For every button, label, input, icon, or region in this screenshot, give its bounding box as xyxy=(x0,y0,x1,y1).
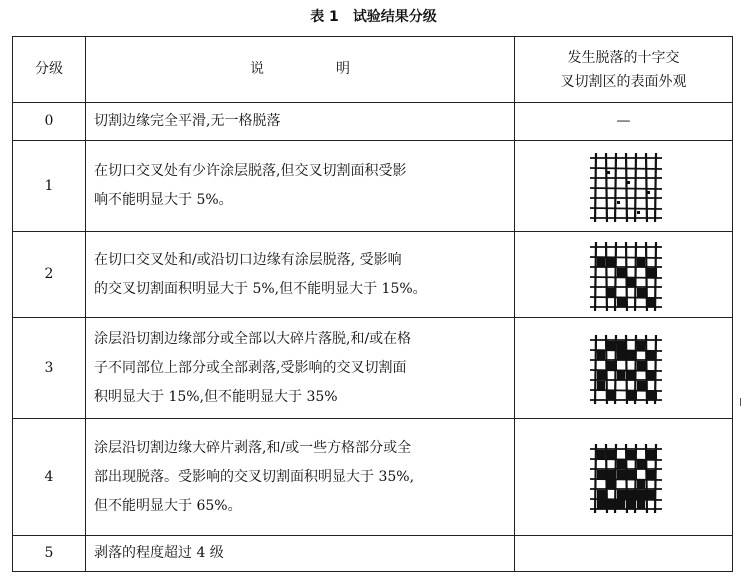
header-appearance-line1: 发生脱落的十字交 xyxy=(567,49,680,66)
flaked-area xyxy=(627,500,635,509)
header-appearance xyxy=(515,37,733,103)
flaked-area xyxy=(607,341,616,350)
flaked-area xyxy=(617,470,626,479)
results-table xyxy=(12,36,733,572)
flaked-area xyxy=(627,351,635,360)
flaked-area xyxy=(607,171,610,174)
grade-cell: 0 xyxy=(13,103,86,141)
cut-line-vertical xyxy=(635,444,636,513)
crosscut-grid-2-image xyxy=(586,239,662,311)
cut-line-vertical xyxy=(626,444,627,513)
cut-line-horizontal xyxy=(590,499,662,500)
flaked-area xyxy=(617,371,625,380)
description-cell xyxy=(86,232,515,318)
description-line: 切割边缘完全平滑,无一格脱落 xyxy=(94,113,281,129)
description-line: 在切口交叉处有少许涂层脱落,但交叉切割面积受影 xyxy=(94,163,407,179)
flaked-area xyxy=(597,258,605,267)
crosscut-grid-3-image xyxy=(586,332,662,404)
cut-line-vertical xyxy=(646,444,647,513)
header-desc-char-1: 说 xyxy=(250,61,264,77)
cut-line-horizontal xyxy=(590,479,662,480)
flaked-area xyxy=(597,450,605,459)
appearance-cell xyxy=(515,318,733,419)
table-row xyxy=(13,141,733,232)
flaked-area xyxy=(607,470,615,479)
cut-line-vertical xyxy=(635,242,636,311)
appearance-cell xyxy=(515,103,733,141)
cut-line-vertical xyxy=(655,242,656,311)
cut-line-horizontal xyxy=(590,297,662,298)
flaked-area xyxy=(597,500,606,509)
cut-line-horizontal xyxy=(590,277,662,278)
flaked-area xyxy=(617,201,620,204)
cut-line-vertical xyxy=(655,444,656,513)
grade-cell: 5 xyxy=(13,536,86,572)
flaked-area xyxy=(637,490,646,499)
appearance-cell xyxy=(515,419,733,536)
cut-line-horizontal xyxy=(590,370,662,371)
cut-line-horizontal xyxy=(590,188,662,189)
cut-line-vertical xyxy=(635,335,636,404)
cut-line-vertical xyxy=(626,242,627,311)
cut-line-vertical xyxy=(646,153,647,222)
description-line: 涂层沿切割边缘部分或全部以大碎片落脱,和/或在格 xyxy=(94,330,412,347)
table-caption xyxy=(0,6,747,26)
flaked-area xyxy=(597,371,606,380)
description-line: 剥落的程度超过 4 级 xyxy=(94,545,224,561)
header-appearance-line2: 叉切割区的表面外观 xyxy=(560,73,687,90)
grade-cell: 2 xyxy=(13,232,86,318)
dash-symbol: — xyxy=(616,113,631,129)
description-line: 子不同部位上部分或全部剥落,受影响的交叉切割面 xyxy=(94,359,407,376)
header-grade: 分级 xyxy=(13,37,86,103)
description-line: 的交叉切割面积明显大于 5%,但不能明显大于 15%。 xyxy=(94,280,427,297)
cut-line-horizontal xyxy=(590,208,662,209)
flaked-area xyxy=(637,460,646,469)
table-row xyxy=(13,536,733,572)
flaked-area xyxy=(637,500,645,509)
description-line: 积明显大于 15%,但不能明显大于 35% xyxy=(94,388,338,405)
table-row xyxy=(13,232,733,318)
appearance-cell xyxy=(515,536,733,572)
description-cell xyxy=(86,536,515,572)
description-line: 响不能明显大于 5%。 xyxy=(94,192,233,208)
flaked-area xyxy=(637,288,646,297)
flaked-area xyxy=(647,351,655,360)
description-cell xyxy=(86,103,515,141)
cut-line-vertical xyxy=(626,153,627,222)
cut-line-vertical xyxy=(655,153,656,222)
caption-title: 试验结果分级 xyxy=(352,9,437,25)
flaked-area xyxy=(637,381,647,390)
flaked-area xyxy=(637,211,640,214)
flaked-area xyxy=(607,288,615,297)
description-cell xyxy=(86,419,515,536)
description-line: 在切口交叉处和/或沿切口边缘有涂层脱落, 受影响 xyxy=(94,251,402,268)
table-row xyxy=(13,318,733,419)
flaked-area xyxy=(617,490,626,499)
flaked-area xyxy=(607,480,615,489)
table-row xyxy=(13,103,733,141)
grade-cell: 4 xyxy=(13,419,86,536)
appearance-cell xyxy=(515,232,733,318)
caption-number: 表 1 xyxy=(310,9,339,25)
flaked-area xyxy=(647,298,655,307)
header-desc-char-2: 明 xyxy=(336,61,350,77)
header-description xyxy=(86,37,515,103)
crosscut-grid-1-image xyxy=(586,150,662,222)
cut-line-vertical xyxy=(646,335,647,404)
description-line: 但不能明显大于 65%。 xyxy=(94,497,242,514)
flaked-area xyxy=(637,258,645,267)
description-line: 涂层沿切割边缘大碎片剥落,和/或一些方格部分或全 xyxy=(94,439,412,456)
flaked-area xyxy=(617,298,627,307)
flaked-area xyxy=(597,381,605,390)
flaked-area xyxy=(637,341,645,350)
grade-cell: 1 xyxy=(13,141,86,232)
description-line: 部出现脱落。受影响的交叉切割面积明显大于 35%, xyxy=(94,468,415,485)
cut-line-vertical xyxy=(646,242,647,311)
flaked-area xyxy=(637,361,646,370)
table-row xyxy=(13,419,733,536)
flaked-area xyxy=(627,450,635,459)
cut-line-vertical xyxy=(635,153,636,222)
scan-edge-mark xyxy=(740,398,745,406)
flaked-area xyxy=(597,490,607,499)
flaked-area xyxy=(617,500,625,509)
crosscut-grid-4-image xyxy=(586,441,662,513)
flaked-area xyxy=(637,480,645,489)
flaked-area xyxy=(597,351,605,360)
cut-line-horizontal xyxy=(590,390,662,391)
header-row xyxy=(13,37,733,103)
description-cell xyxy=(86,318,515,419)
flaked-area xyxy=(607,450,616,459)
cut-line-vertical xyxy=(626,335,627,404)
grade-cell: 3 xyxy=(13,318,86,419)
description-cell xyxy=(86,141,515,232)
cut-line-vertical xyxy=(655,335,656,404)
appearance-cell xyxy=(515,141,733,232)
